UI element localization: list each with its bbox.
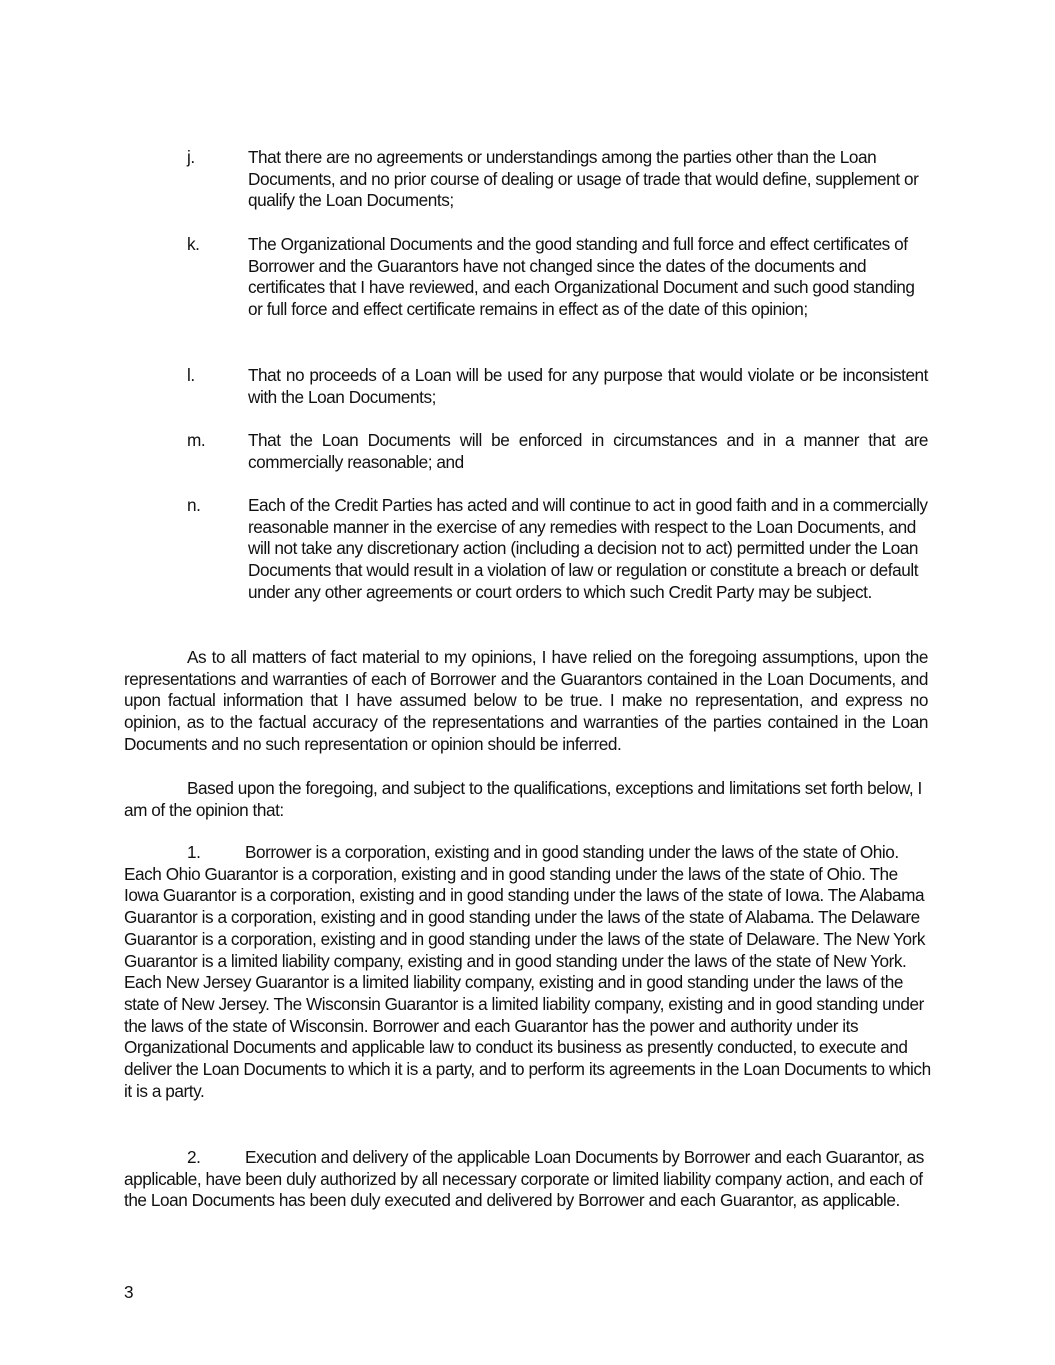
basis-paragraph-text: Based upon the foregoing, and subject to the qualifications, exceptions and limitations set forth below, I am of the opinion that: (124, 778, 922, 820)
assumption-letter: n. (187, 495, 201, 515)
assumption-text: Each of the Credit Parties has acted and will continue to act in good faith and in a commercially reasonable manner in the exercise of any remedies with respect to the Loan Documents, and will not take any discretionary action (including a decision not to act) permitted under the Loan Documents that would result in a violation of law or regulation or constitute a breach or default under any other agreements or court orders to which such Credit Party may be subject. (248, 495, 928, 602)
assumption-text: The Organizational Documents and the good standing and full force and effect certificates of Borrower and the Guarantors have not changed since the dates of the documents and certificates that I have reviewed, and each Organizational Document and such good standing or full force and effect certificate remains in effect as of the date of this opinion; (248, 234, 915, 320)
opinion-paragraph-2 (124, 1147, 936, 1212)
assumption-letter: j. (187, 147, 195, 167)
opinion-number: 2. (187, 1147, 201, 1167)
assumption-letter: l. (187, 365, 195, 385)
page-number: 3 (124, 1282, 134, 1302)
assumption-text: That no proceeds of a Loan will be used for any purpose that would violate or be inconsistent with the Loan Documents; (248, 365, 928, 407)
reliance-paragraph (124, 647, 928, 756)
opinion-text: Execution and delivery of the applicable Loan Documents by Borrower and each Guarantor, as applicable, have been duly authorized by all necessary corporate or limited liability company action, and each of the Loan Documents has been duly executed and delivered by Borrower and each Guarantor, as applicable. (124, 1147, 924, 1211)
opinion-number: 1. (187, 842, 201, 862)
opinion-paragraph-1 (124, 842, 936, 1102)
reliance-paragraph-text: As to all matters of fact material to my opinions, I have relied on the foregoing assumptions, upon the representations and warranties of each of Borrower and the Guarantors contained in the Loan Documents, and upon factual information that I have assumed below to be true. I make no representation, and express no opinion, as to the factual accuracy of the representations and warranties of the parties contained in the Loan Documents and no such representation or opinion should be inferred. (124, 647, 928, 754)
assumption-letter: m. (187, 430, 206, 450)
assumption-text: That there are no agreements or understandings among the parties other than the Loan Documents, and no prior course of dealing or usage of trade that would define, supplement or qualify the Loan Documents; (248, 147, 919, 211)
opinion-text: Borrower is a corporation, existing and in good standing under the laws of the state of Ohio. Each Ohio Guarantor is a corporation, existing and in good standing under the laws of the state of Ohio. The Iowa Guarantor is a corporation, existing and in good standing under the laws of the state of Iowa. The Alabama Guarantor is a corporation, existing and in good standing under the laws of the state of Alabama. The Delaware Guarantor is a corporation, existing and in good standing under the laws of the state of Delaware. The New York Guarantor is a limited liability company, existing and in good standing under the laws of the state of New York. Each New Jersey Guarantor is a limited liability company, existing and in good standing under the laws of the state of New Jersey. The Wisconsin Guarantor is a limited liability company, existing and in good standing under the laws of the state of Wisconsin. Borrower and each Guarantor has the power and authority under its Organizational Documents and applicable law to conduct its business as presently conducted, to execute and deliver the Loan Documents to which it is a party, and to perform its agreements in the Loan Documents to which it is a party. (124, 842, 931, 1101)
assumption-letter: k. (187, 234, 200, 254)
assumption-text: That the Loan Documents will be enforced in circumstances and in a manner that are commercially reasonable; and (248, 430, 928, 472)
basis-paragraph (124, 778, 928, 821)
